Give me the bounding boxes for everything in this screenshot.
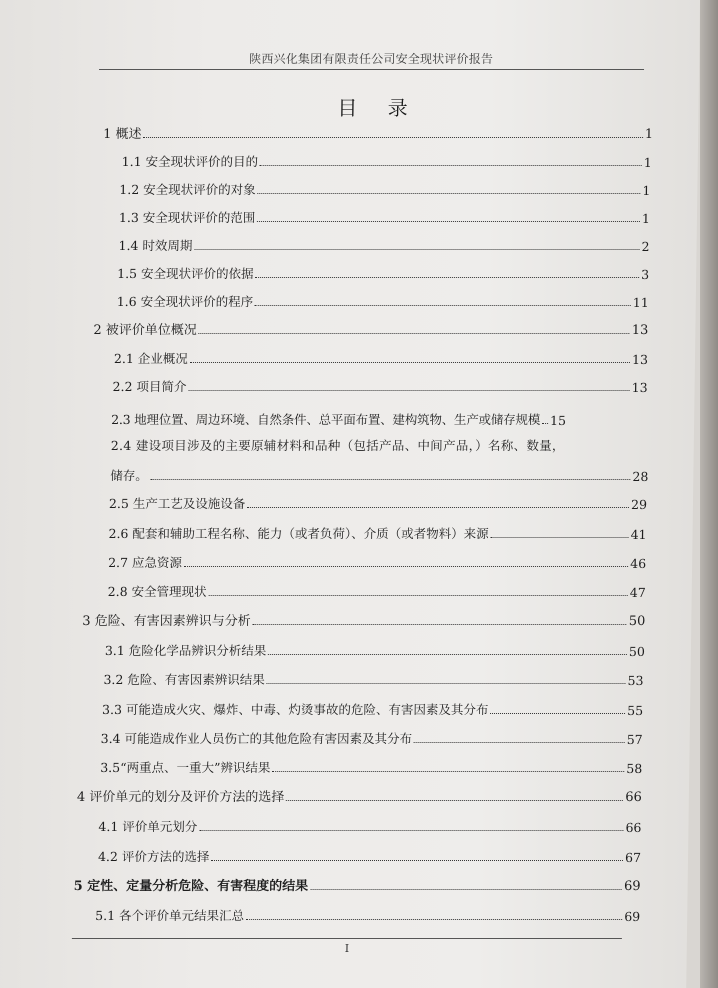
toc-entry-label: 4.1 评价单元划分 — [98, 819, 198, 834]
running-header: 陕西兴化集团有限责任公司安全现状评价报告 — [249, 52, 494, 66]
toc-entry-label: 4.2 评价方法的选择 — [97, 849, 210, 864]
toc-entry-label: 1.1 安全现状评价的目的 — [121, 154, 259, 169]
toc-entry — [117, 264, 649, 282]
toc-entry-page: 41 — [630, 527, 647, 542]
page-edge — [700, 0, 718, 988]
header-rule — [99, 69, 644, 70]
toc-entry-label: 3.5“两重点、一重大”辨识结果 — [100, 760, 271, 775]
toc-entry-wrapped-line: 2.4 建设项目涉及的主要原辅材料和品种（包括产品、中间产品，）名称、数量， — [110, 438, 565, 453]
leader-dots — [150, 478, 631, 480]
toc-title: 目 录 — [337, 96, 420, 120]
leader-dots — [310, 888, 622, 890]
toc-entry-label: 1.5 安全现状评价的依据 — [117, 266, 254, 281]
toc-entry-page: 46 — [630, 556, 647, 571]
toc-entry — [103, 124, 653, 142]
toc-entry — [112, 377, 647, 395]
toc-entry-page: 3 — [641, 267, 650, 282]
toc-entry — [102, 700, 643, 718]
toc-entry-page: 29 — [630, 497, 648, 512]
toc-entry — [101, 729, 643, 747]
toc-entry — [117, 292, 649, 310]
toc-entry-page: 69 — [624, 909, 641, 924]
toc-entry-label: 2.1 企业概况 — [113, 351, 188, 366]
toc-entry — [77, 787, 642, 805]
leader-dots — [260, 164, 642, 166]
leader-dots — [199, 829, 623, 831]
toc-entry — [119, 208, 650, 226]
toc-entry — [110, 466, 648, 484]
toc-entry-page: 57 — [626, 732, 643, 747]
toc-entry-page: 1 — [642, 183, 651, 198]
toc-entry-label: 4 评价单元的划分及评价方法的选择 — [76, 790, 285, 805]
toc-entry — [109, 494, 647, 512]
leader-dots — [184, 565, 628, 567]
leader-dots — [246, 918, 622, 920]
leader-dots — [190, 361, 630, 363]
toc-entry-page: 66 — [625, 790, 642, 805]
toc-entry-label: 2.2 项目简介 — [112, 379, 187, 394]
toc-entry-page: 53 — [627, 673, 644, 688]
toc-entry-page: 2 — [641, 239, 650, 254]
leader-dots — [199, 332, 630, 334]
toc-entry-page: 1 — [643, 155, 652, 170]
leader-dots — [491, 536, 629, 538]
toc-entry — [122, 152, 652, 170]
toc-entry-label: 5 定性、定量分析危险、有害程度的结果 — [73, 879, 309, 894]
leader-dots — [194, 248, 639, 250]
toc-entry-page: 15 — [549, 413, 567, 428]
toc-entry-label: 2 被评价单位概况 — [93, 323, 197, 338]
toc-entry — [103, 670, 643, 688]
toc-entry-label: 3.3 可能造成火灾、爆炸、中毒、灼烫事故的危险、有害因素及其分布 — [101, 702, 489, 717]
toc-entry-page: 58 — [626, 761, 643, 776]
toc-entry — [119, 180, 650, 198]
leader-dots — [253, 623, 627, 625]
toc-entry-page: 13 — [631, 323, 649, 338]
toc-entry-label: 3 危险、有害因素辨识与分析 — [82, 614, 251, 629]
leader-dots — [211, 859, 623, 861]
toc-entry-label: 3.1 危险化学品辨识分析结果 — [104, 643, 267, 658]
toc-entry-page: 13 — [631, 352, 649, 367]
footer-rule — [72, 938, 622, 939]
toc-entry-label: 2.6 配套和辅助工程名称、能力（或者负荷）、介质（或者物料）来源 — [108, 526, 489, 541]
toc-entry-label: 3.4 可能造成作业人员伤亡的其他危险有害因素及其分布 — [100, 731, 413, 746]
leader-dots — [255, 304, 631, 306]
toc-entry-page: 50 — [628, 644, 646, 659]
toc-entry-page: 67 — [625, 850, 642, 865]
toc-entry-label: 1.4 时效周期 — [118, 238, 193, 253]
toc-entry — [114, 349, 648, 367]
toc-entry-label: 储存。 — [110, 468, 148, 483]
leader-dots — [414, 741, 625, 743]
leader-dots — [268, 653, 627, 655]
toc-entry — [93, 320, 648, 338]
toc-entry-page: 50 — [628, 614, 646, 629]
toc-entry-page: 11 — [632, 295, 649, 310]
toc-entry — [108, 553, 646, 571]
toc-entry-page: 28 — [632, 469, 649, 484]
toc-entry-label: 1 概述 — [103, 127, 142, 142]
toc-entry — [118, 236, 649, 254]
toc-entry-label: 2.3 地理位置、周边环境、自然条件、总平面布置、建构筑物、生产或储存规模 — [111, 412, 541, 427]
leader-dots — [257, 220, 640, 222]
toc-entry-page: 1 — [641, 211, 651, 226]
toc-entry — [98, 847, 641, 865]
toc-entry-label: 1.3 安全现状评价的范围 — [118, 210, 256, 225]
toc-entry-page: 47 — [629, 585, 646, 600]
toc-entry — [100, 758, 642, 776]
toc-entry-label: 2.7 应急资源 — [108, 555, 183, 570]
toc-entry — [108, 524, 646, 542]
toc-entry — [105, 641, 645, 659]
toc-entry — [82, 611, 645, 629]
toc-entry — [98, 817, 641, 835]
toc-entry-page: 1 — [644, 127, 654, 142]
leader-dots — [490, 712, 625, 714]
leader-dots — [143, 136, 642, 138]
leader-dots — [255, 276, 639, 278]
toc-entry-page: 66 — [625, 820, 642, 835]
toc-entry-page: 55 — [627, 703, 644, 718]
leader-dots — [286, 799, 623, 801]
leader-dots — [267, 682, 626, 684]
page-number: I — [344, 942, 350, 955]
leader-dots — [188, 389, 629, 391]
toc-entry-page: 13 — [631, 380, 648, 395]
toc-entry — [95, 906, 640, 924]
leader-dots — [272, 770, 624, 772]
toc-entry-label: 2.5 生产工艺及设施设备 — [108, 496, 246, 511]
toc-entry-label: 5.1 各个评价单元结果汇总 — [95, 908, 245, 923]
leader-dots — [542, 422, 548, 424]
leader-dots — [247, 506, 629, 508]
toc-entry-label: 1.6 安全现状评价的程序 — [116, 294, 254, 309]
leader-dots — [258, 192, 641, 194]
toc-entry-label: 3.2 危险、有害因素辨识结果 — [103, 672, 265, 687]
toc-entry-page: 69 — [623, 879, 641, 894]
leader-dots — [209, 594, 628, 596]
toc-entry — [111, 410, 649, 428]
toc-entry-label: 2.8 安全管理现状 — [107, 584, 207, 599]
toc-entry — [74, 876, 641, 894]
toc-entry — [108, 582, 646, 600]
toc-entry-label: 1.2 安全现状评价的对象 — [119, 182, 256, 197]
